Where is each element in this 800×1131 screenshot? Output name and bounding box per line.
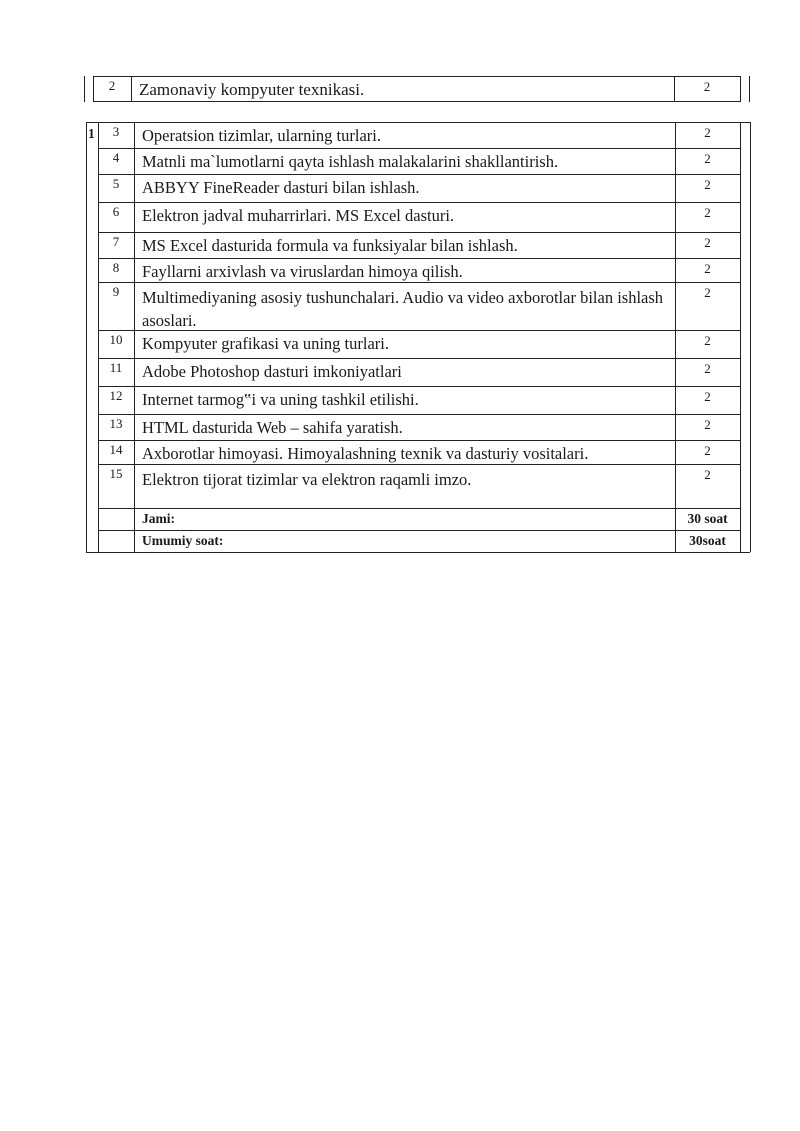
topic-hours: 2 xyxy=(704,261,711,276)
topic-title: Adobe Photoshop dasturi imkoniyatlari xyxy=(142,362,402,381)
table-row xyxy=(86,386,750,414)
topic-hours: 2 xyxy=(704,443,711,458)
topic-title: Multimediyaning asosiy tushunchalari. Audio va video axborotlar bilan ishlash asoslari. xyxy=(142,288,664,330)
topic-title: Axborotlar himoyasi. Himoyalashning texnik va dasturiy vositalari. xyxy=(142,444,589,463)
table-row xyxy=(84,76,750,102)
row-number: 14 xyxy=(109,442,123,457)
row-number: 7 xyxy=(112,234,120,249)
row-number: 12 xyxy=(109,388,123,403)
table-row xyxy=(86,358,750,386)
top-table xyxy=(84,76,750,102)
topic-hours: 2 xyxy=(704,285,711,300)
table-row xyxy=(86,282,750,330)
topic-title: Fayllarni arxivlash va viruslardan himoya qilish. xyxy=(142,262,463,281)
main-table xyxy=(86,122,750,553)
table-row xyxy=(86,202,750,232)
table-row xyxy=(86,232,750,258)
topic-hours: 2 xyxy=(704,389,711,404)
row-number: 8 xyxy=(112,260,120,275)
row-number: 11 xyxy=(109,360,123,375)
row-number: 10 xyxy=(109,332,123,347)
group-marker: 1 xyxy=(88,126,95,141)
row-number: 4 xyxy=(112,150,120,165)
topic-hours: 2 xyxy=(704,417,711,432)
table-row xyxy=(86,464,750,508)
table-row xyxy=(86,440,750,464)
row-number: 3 xyxy=(112,124,120,139)
table-row xyxy=(86,174,750,202)
topic-title: Elektron jadval muharrirlari. MS Excel dasturi. xyxy=(142,206,455,225)
topic-hours: 2 xyxy=(704,205,711,220)
topic-title: Kompyuter grafikasi va uning turlari. xyxy=(142,334,389,353)
total-value: 30 soat xyxy=(687,511,728,526)
total-label: Jami: xyxy=(142,511,175,526)
overall-value: 30soat xyxy=(689,533,726,548)
topic-title: HTML dasturida Web – sahifa yaratish. xyxy=(142,418,403,437)
row-number: 9 xyxy=(112,284,120,299)
overall-label: Umumiy soat: xyxy=(142,533,224,548)
table-row xyxy=(86,330,750,358)
table-row xyxy=(86,414,750,440)
topic-hours: 2 xyxy=(704,333,711,348)
table-row xyxy=(86,258,750,282)
topic-title: ABBYY FineReader dasturi bilan ishlash. xyxy=(142,178,420,197)
topic-title: Internet tarmog‟i va uning tashkil etilishi. xyxy=(142,390,419,409)
topic-hours: 2 xyxy=(704,235,711,250)
row-number: 13 xyxy=(109,416,123,431)
topic-hours: 2 xyxy=(704,467,711,482)
topic-hours: 2 xyxy=(704,177,711,192)
topic-title: MS Excel dasturida formula va funksiyalar bilan ishlash. xyxy=(142,236,518,255)
summary-row xyxy=(86,530,750,552)
row-number: 2 xyxy=(108,78,116,93)
topic-title: Matnli ma`lumotlarni qayta ishlash malakalarini shakllantirish. xyxy=(142,152,559,171)
row-number: 5 xyxy=(112,176,120,191)
table-row xyxy=(86,148,750,174)
topic-hours: 2 xyxy=(704,151,711,166)
summary-row xyxy=(86,508,750,530)
topic-hours: 2 xyxy=(703,79,711,94)
row-number: 6 xyxy=(112,204,120,219)
table-row xyxy=(86,122,750,148)
topic-title: Zamonaviy kompyuter texnikasi. xyxy=(139,80,365,99)
topic-title: Operatsion tizimlar, ularning turlari. xyxy=(142,126,381,145)
topic-hours: 2 xyxy=(704,125,711,140)
row-number: 15 xyxy=(109,466,123,481)
topic-title: Elektron tijorat tizimlar va elektron raqamli imzo. xyxy=(142,470,472,489)
topic-hours: 2 xyxy=(704,361,711,376)
